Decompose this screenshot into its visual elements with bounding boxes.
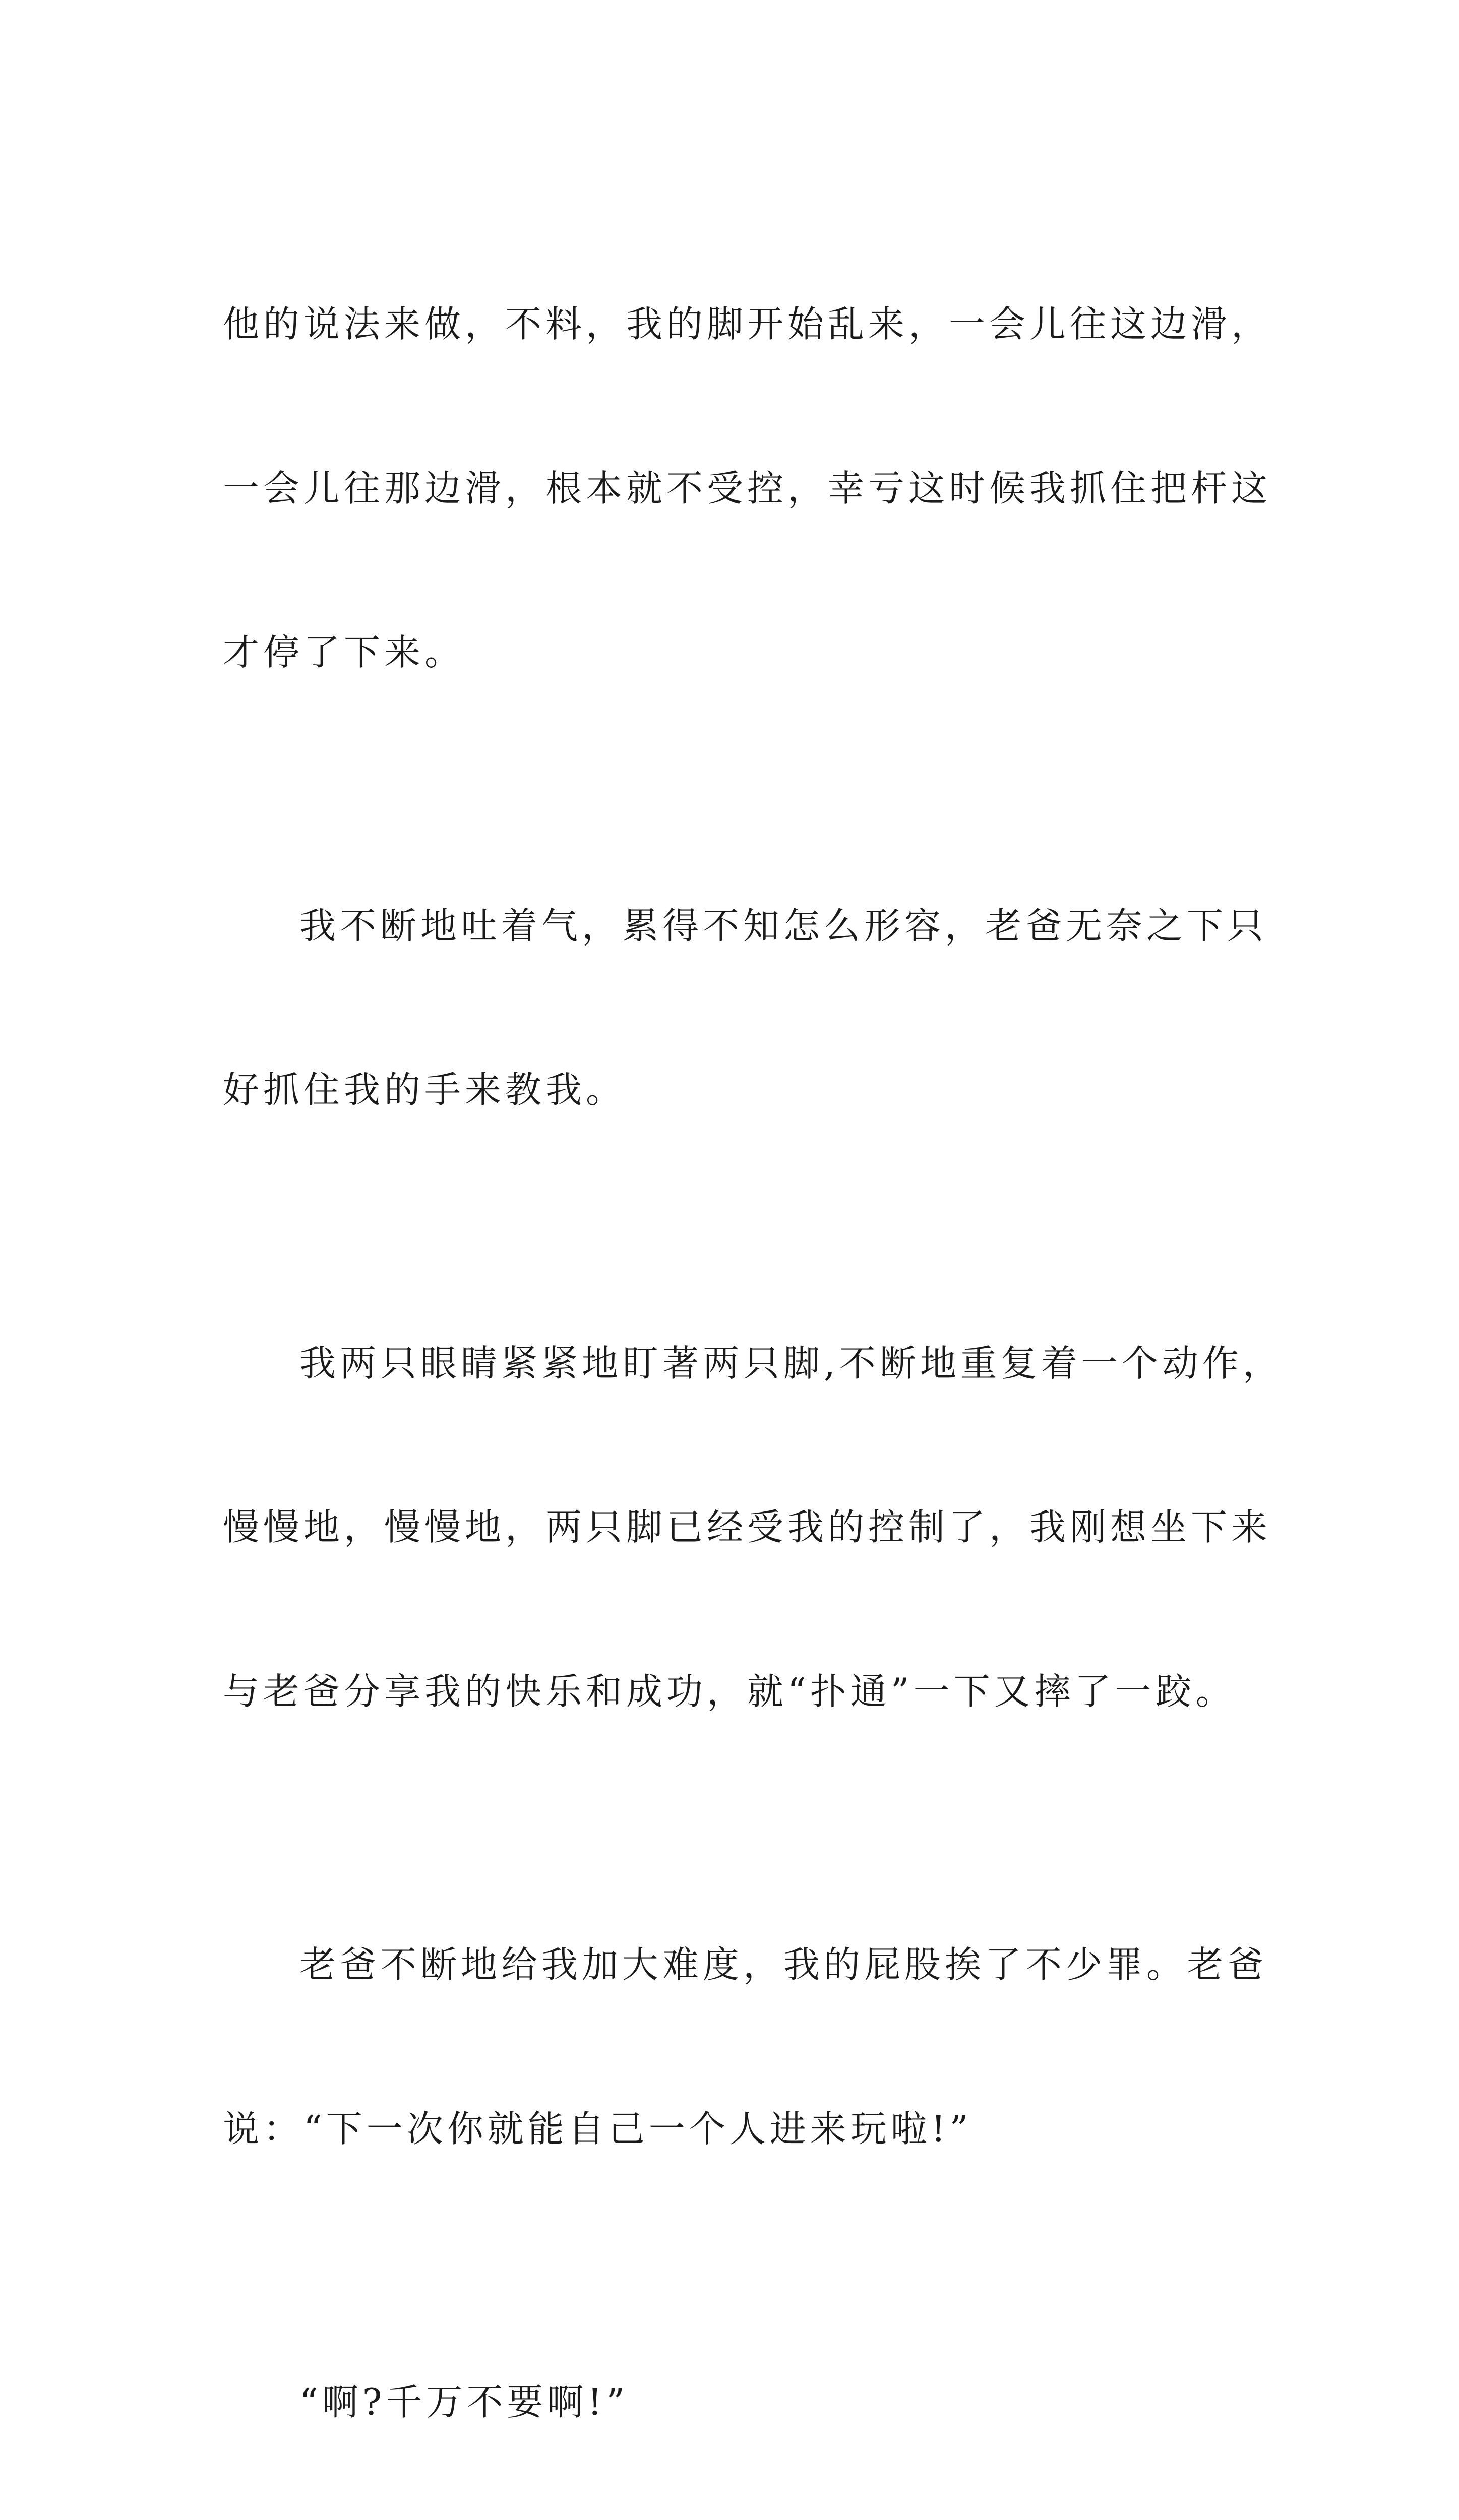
paragraph — [223, 187, 1272, 789]
text-line: 好抓住我的手来教我。 — [223, 1068, 627, 1111]
text-line: 慢慢地，慢慢地，两只脚已经受我的控制了，我刚想坐下来 — [223, 1506, 1272, 1548]
text-line: 老爸不断地给我加大难度，我的屁股挨了不少罪。老爸 — [299, 1943, 1268, 1986]
text-line: 与老爸分享我的快乐和成功，就“扑通”一下又摔了一跤。 — [223, 1670, 1236, 1713]
text-line: 他的说法来做，不料，我的脚开始乱来，一会儿往这边滑， — [223, 303, 1272, 345]
text-line: 我两只眼睛紧紧地盯著两只脚,不断地重复着一个动作， — [299, 1342, 1283, 1384]
paragraph — [223, 2265, 1251, 2520]
text-line: 说：“下一次你就能自己一个人进来玩啦!” — [223, 2107, 972, 2150]
paragraph — [223, 1227, 1283, 1829]
text-line: 我不断地吐着气，累得不知怎么形容，老爸无奈之下只 — [299, 904, 1268, 947]
text-line: “啊?千万不要啊!” — [299, 2381, 629, 2423]
document-body — [223, 187, 1283, 2520]
text-line: 一会儿往那边滑，根本就不受控，幸亏这时候我抓住把杆这 — [223, 467, 1272, 510]
paragraph — [223, 789, 1268, 1227]
text-line: 才停了下来。 — [223, 631, 465, 673]
paragraph — [223, 1828, 1268, 2265]
